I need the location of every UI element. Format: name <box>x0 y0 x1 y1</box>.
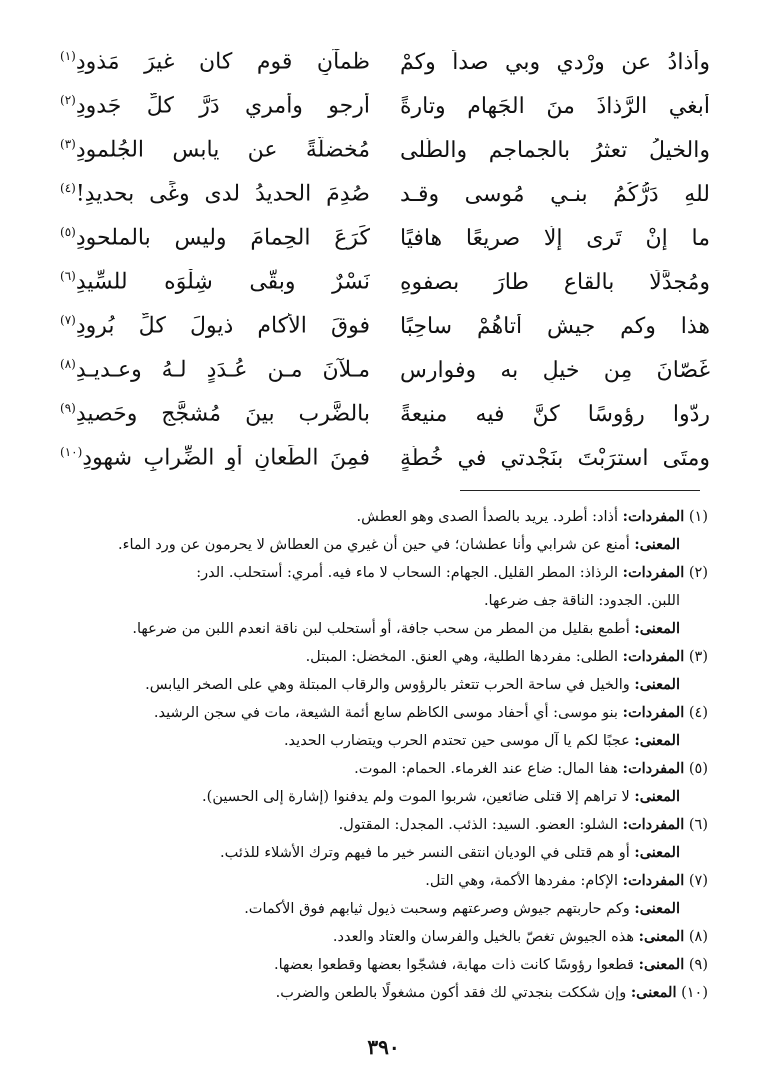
footnote-number: (٣) <box>684 649 708 665</box>
second-hemistich <box>60 357 370 382</box>
footnote-ref: (١٠) <box>60 445 83 460</box>
footnote-label: المفردات: <box>622 508 685 525</box>
footnote-ref: (٢) <box>60 93 76 108</box>
footnote-text: بنو موسى: أي أحفاد موسى الكاظم سابع أئمة الشيعة، مات في سجن الرشيد. <box>153 705 623 721</box>
footnote-label: المعنى: <box>634 620 680 637</box>
footnote-label: المعنى: <box>634 676 680 693</box>
footnote-line <box>40 615 708 643</box>
first-hemistich: ردّوا رؤوسًا كنَّ فيه منيعةً <box>400 401 710 427</box>
hemistich-text: بالضَّرب بينَ مُشجَّجٍ وحَصيدِ <box>75 401 370 427</box>
footnote-text: لا تراهم إلا قتلى ضائعين، شربوا الموت ولم يدفنوا (إشارة إلى الحسين). <box>202 789 635 805</box>
verse <box>60 260 710 304</box>
footnote-line <box>40 503 708 531</box>
footnote-ref: (٧) <box>60 313 76 328</box>
footnote-number: (٥) <box>684 761 708 777</box>
second-hemistich <box>60 93 370 118</box>
verse <box>60 172 710 216</box>
footnote-text: أو هم قتلى في الوديان انتقى النسر خير ما فيهم وترك الأشلاء للذئب. <box>220 845 635 861</box>
footnote-line <box>40 587 708 615</box>
footnote-label: المعنى: <box>630 984 677 1001</box>
first-hemistich: ما إنْ تَرى إلّا صريعًا هافيًا <box>400 225 710 251</box>
footnote-text: هذه الجيوش تغصّ بالخيل والفرسان والعتاد والعدد. <box>332 929 639 945</box>
footnote-ref: (٣) <box>60 137 76 152</box>
second-hemistich <box>60 137 370 162</box>
footnote-label: المعنى: <box>634 900 680 917</box>
second-hemistich <box>60 313 370 338</box>
footnote-line <box>40 699 708 727</box>
footnote-number: (١٠) <box>676 985 708 1001</box>
first-hemistich: غَصّانَ مِن خيلٍ به وفوارسٍ <box>400 357 710 383</box>
verse <box>60 436 710 480</box>
footnote-label: المفردات: <box>622 760 685 777</box>
verse <box>60 84 710 128</box>
footnote-label: المعنى: <box>634 844 680 861</box>
footnote-label: المعنى: <box>634 788 680 805</box>
footnote-text: وكم حاربتهم جيوش وصرعتهم وسحبت ذيول ثيابهم فوق الأكمات. <box>244 901 635 917</box>
footnote-line <box>40 783 708 811</box>
first-hemistich: هذا وكم جيشٍ أتاهُمْ ساحِبًا <box>400 313 710 339</box>
footnote-line <box>40 643 708 671</box>
footnote-number: (٢) <box>684 565 708 581</box>
footnote-text: قطعوا رؤوسًا كانت ذات مهابة، فشجّوا بعضها وقطعوا بعضها. <box>274 957 639 973</box>
first-hemistich: ومُجدَّلًا بالقاعِ طارَ بصفوهِ <box>400 269 710 295</box>
first-hemistich: والخيلُ تعثرُ بالجماجم والطُّلى <box>400 137 710 163</box>
verse <box>60 216 710 260</box>
footnote-line <box>40 923 708 951</box>
hemistich-text: ظمآنِ قومٍ كان غيرَ مَذودِ <box>75 49 370 75</box>
footnote-number: (١) <box>684 509 708 525</box>
footnote-text: الطلى: مفردها الطلية، وهي العنق. المخضل: المبتل. <box>305 649 623 665</box>
footnote-ref: (٥) <box>60 225 76 240</box>
hemistich-text: مُخضلَّةً عن يابس الجُلمودِ <box>75 137 370 163</box>
verse <box>60 348 710 392</box>
footnotes <box>40 503 708 1007</box>
footnote-line <box>40 531 708 559</box>
footnote-line <box>40 559 708 587</box>
footnote-number: (٩) <box>684 957 708 973</box>
footnote-number: (٦) <box>684 817 708 833</box>
footnote-ref: (٨) <box>60 357 76 372</box>
footnote-number: (٨) <box>684 929 708 945</box>
hemistich-text: نَسْرٌ وبقّى شِلْوَه للسِّيدِ <box>75 269 370 295</box>
footnote-line <box>40 839 708 867</box>
footnote-number: (٧) <box>684 873 708 889</box>
footnote-text: أمنع عن شرابي وأنا عطشان؛ في حين أن غيري من العطاش لا يحرمون عن ورد الماء. <box>118 537 635 553</box>
footnote-text: هفا المال: ضاع عند الغرماء. الحمام: الموت. <box>354 761 623 777</box>
footnote-label: المفردات: <box>622 564 685 581</box>
footnote-text: عجبًا لكم يا آل موسى حين تحتدم الحرب ويتضارب الحديد. <box>283 733 635 749</box>
footnote-divider <box>460 490 700 491</box>
second-hemistich <box>60 445 370 470</box>
footnote-text: الرذاذ: المطر القليل. الجهام: السحاب لا ماء فيه. أمري: أستحلب. الدر: <box>196 565 623 581</box>
footnote-text: الشلو: العضو. السيد: الذئب. المجدل: المقتول. <box>338 817 623 833</box>
footnote-text: أطمع بقليل من المطر من سحب جافة، أو أستحلب لبن ناقة انعدم اللبن من ضرعها. <box>132 621 635 637</box>
footnote-label: المعنى: <box>634 732 680 749</box>
footnote-text: اللبن. الجدود: الناقة جف ضرعها. <box>483 593 680 609</box>
footnote-line <box>40 671 708 699</box>
verse <box>60 392 710 436</box>
second-hemistich <box>60 181 370 206</box>
second-hemistich <box>60 49 370 74</box>
poem <box>60 40 710 480</box>
first-hemistich: وأُذادُ عن وِرْدي وبي صداً وكمْ <box>400 49 710 75</box>
footnote-line <box>40 727 708 755</box>
hemistich-text: كَرَعَ الحِمامَ وليس بالملحودِ <box>75 225 370 251</box>
hemistich-text: فمِنَ الطِّعانِ أوِ الضِّرابِ شهودِ <box>82 445 370 471</box>
footnote-ref: (٩) <box>60 401 76 416</box>
footnote-line <box>40 811 708 839</box>
hemistich-text: صُدِمَ الحديدُ لدى وغًى بحديدِ! <box>75 181 370 207</box>
footnote-line <box>40 951 708 979</box>
footnote-text: أذاد: أطرد. يريد بالصدأ الصدى وهو العطش. <box>356 509 623 525</box>
footnote-line <box>40 979 708 1007</box>
footnote-ref: (٦) <box>60 269 76 284</box>
footnote-line <box>40 895 708 923</box>
footnote-line <box>40 867 708 895</box>
footnote-number: (٤) <box>684 705 708 721</box>
verse <box>60 304 710 348</box>
hemistich-text: أرجو وأمري دَرَّ كلِّ جَدودِ <box>75 93 370 119</box>
hemistich-text: فوقَ الأكامِ ذيولَ كلِّ بُرودِ <box>75 313 370 339</box>
footnote-label: المعنى: <box>638 956 685 973</box>
second-hemistich <box>60 401 370 426</box>
footnote-label: المفردات: <box>622 704 685 721</box>
second-hemistich <box>60 269 370 294</box>
page-number: ٣٩٠ <box>367 1035 400 1059</box>
footnote-ref: (٤) <box>60 181 76 196</box>
footnote-label: المعنى: <box>634 536 680 553</box>
footnote-text: وإن شككت بنجدتي لك فقد أكون مشغولًا بالطعن والضرب. <box>275 985 631 1001</box>
footnote-line <box>40 755 708 783</box>
first-hemistich: أبغي الرَّذاذَ منَ الجَهام وتارةً <box>400 93 710 119</box>
footnote-label: المفردات: <box>622 648 685 665</box>
verse <box>60 40 710 84</box>
footnote-label: المعنى: <box>638 928 685 945</box>
footnote-label: المفردات: <box>622 872 685 889</box>
first-hemistich: للهِ دَرُّكُمُ بنـي مُوسى وقـد <box>400 181 710 207</box>
footnote-ref: (١) <box>60 49 76 64</box>
first-hemistich: ومتَى استرَبْتَ بنَجْدتي في خُطَّةٍ <box>400 445 710 471</box>
second-hemistich <box>60 225 370 250</box>
hemistich-text: مـلآنَ مـن عُـدَدٍ لـهُ وعـديـدِ <box>75 357 370 383</box>
verse <box>60 128 710 172</box>
footnote-text: الإكام: مفردها الأكمة، وهي التل. <box>425 873 623 889</box>
footnote-label: المفردات: <box>622 816 685 833</box>
footnote-text: والخيل في ساحة الحرب تتعثر بالرؤوس والرقاب المبتلة وهي على الصخر اليابس. <box>145 677 635 693</box>
